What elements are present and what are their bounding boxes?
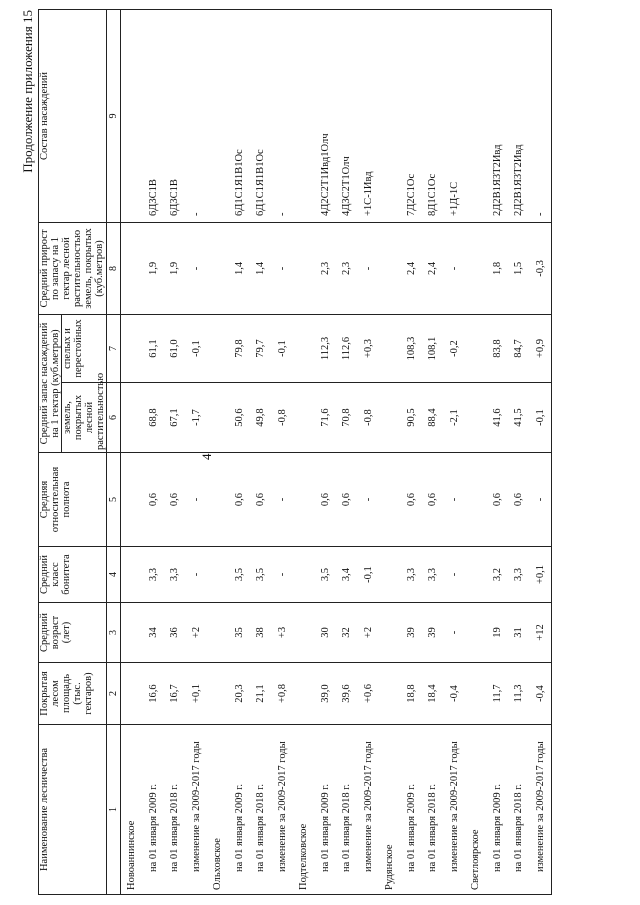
row-label: на 01 января 2018 г. bbox=[508, 725, 530, 895]
empty-cell bbox=[207, 222, 229, 314]
table-row bbox=[186, 9, 208, 894]
bonitet-cell: - bbox=[444, 547, 466, 603]
composition-cell: - bbox=[530, 9, 552, 222]
column-number: 7 bbox=[107, 314, 121, 382]
empty-cell bbox=[121, 222, 143, 314]
stock-ripe-cell: 108,1 bbox=[422, 314, 444, 382]
forestry-name: Подтелковское bbox=[293, 725, 315, 895]
area-cell: 39,0 bbox=[315, 663, 337, 725]
empty-cell bbox=[207, 547, 229, 603]
composition-cell: 8Д1С1Ос bbox=[422, 9, 444, 222]
stock-ripe-cell: 61,1 bbox=[143, 314, 165, 382]
stock-ripe-cell: 112,3 bbox=[315, 314, 337, 382]
stock-ripe-cell: 61,0 bbox=[164, 314, 186, 382]
area-cell: +0,1 bbox=[186, 663, 208, 725]
stock-ripe-cell: +0,3 bbox=[358, 314, 380, 382]
table-body bbox=[121, 9, 552, 894]
bonitet-cell: 3,5 bbox=[250, 547, 272, 603]
header-area: Покрытая лесом площадь (тыс. гектаров) bbox=[39, 663, 107, 725]
stock-forest-cell: -2,1 bbox=[444, 383, 466, 453]
header-bonitet: Средний класс бонитета bbox=[39, 547, 107, 603]
stock-forest-cell: -0,8 bbox=[358, 383, 380, 453]
stock-ripe-cell: 108,3 bbox=[401, 314, 423, 382]
row-label: на 01 января 2018 г. bbox=[422, 725, 444, 895]
age-cell: 35 bbox=[229, 603, 251, 663]
empty-cell bbox=[465, 222, 487, 314]
density-cell: 0,6 bbox=[229, 453, 251, 547]
age-cell: 39 bbox=[401, 603, 423, 663]
empty-cell bbox=[121, 314, 143, 382]
stock-forest-cell: 49,8 bbox=[250, 383, 272, 453]
area-cell: +0,8 bbox=[272, 663, 294, 725]
composition-cell: 7Д2С1Ос bbox=[401, 9, 423, 222]
stock-forest-cell: -0,8 bbox=[272, 383, 294, 453]
bonitet-cell: - bbox=[186, 547, 208, 603]
row-label: на 01 января 2009 г. bbox=[487, 725, 509, 895]
area-cell: 20,3 bbox=[229, 663, 251, 725]
empty-cell bbox=[207, 663, 229, 725]
column-number: 6 bbox=[107, 383, 121, 453]
empty-cell bbox=[379, 663, 401, 725]
empty-cell bbox=[465, 453, 487, 547]
group-row bbox=[379, 9, 401, 894]
empty-cell bbox=[293, 603, 315, 663]
area-cell: 21,1 bbox=[250, 663, 272, 725]
age-cell: 30 bbox=[315, 603, 337, 663]
growth-cell: -0,3 bbox=[530, 222, 552, 314]
stock-ripe-cell: +0,9 bbox=[530, 314, 552, 382]
stock-forest-cell: 41,5 bbox=[508, 383, 530, 453]
composition-cell: 4Д2С2Т1Ивд1Олч bbox=[315, 9, 337, 222]
empty-cell bbox=[293, 222, 315, 314]
table-row bbox=[336, 9, 358, 894]
header-stock-ripe: спелых и перестойных bbox=[62, 314, 107, 382]
stock-ripe-cell: 79,8 bbox=[229, 314, 251, 382]
stock-forest-cell: 68,8 bbox=[143, 383, 165, 453]
age-cell: 19 bbox=[487, 603, 509, 663]
row-label: на 01 января 2018 г. bbox=[250, 725, 272, 895]
row-label: на 01 января 2009 г. bbox=[401, 725, 423, 895]
forestry-table bbox=[38, 9, 552, 895]
empty-cell bbox=[293, 663, 315, 725]
composition-cell: 6Д1С1Я1В1Ос bbox=[250, 9, 272, 222]
column-number: 2 bbox=[107, 663, 121, 725]
stock-ripe-cell: 79,7 bbox=[250, 314, 272, 382]
composition-cell: 6Д3С1В bbox=[143, 9, 165, 222]
empty-cell bbox=[207, 453, 229, 547]
stock-ripe-cell: -0,1 bbox=[272, 314, 294, 382]
forestry-name: Ольховское bbox=[207, 725, 229, 895]
bonitet-cell: 3,3 bbox=[508, 547, 530, 603]
growth-cell: 2,4 bbox=[422, 222, 444, 314]
row-label: изменение за 2009-2017 годы bbox=[186, 725, 208, 895]
composition-cell: 6Д3С1В bbox=[164, 9, 186, 222]
growth-cell: 1,9 bbox=[164, 222, 186, 314]
empty-cell bbox=[293, 383, 315, 453]
density-cell: 0,6 bbox=[250, 453, 272, 547]
growth-cell: 1,5 bbox=[508, 222, 530, 314]
group-row bbox=[465, 9, 487, 894]
column-number: 4 bbox=[107, 547, 121, 603]
bonitet-cell: 3,2 bbox=[487, 547, 509, 603]
row-label: изменение за 2009-2017 годы bbox=[358, 725, 380, 895]
row-label: на 01 января 2009 г. bbox=[143, 725, 165, 895]
growth-cell: - bbox=[358, 222, 380, 314]
bonitet-cell: 3,3 bbox=[164, 547, 186, 603]
stock-forest-cell: -1,7 bbox=[186, 383, 208, 453]
composition-cell: 2Д2В1Я3Т2Ивд bbox=[487, 9, 509, 222]
table-row bbox=[315, 9, 337, 894]
stock-forest-cell: 71,6 bbox=[315, 383, 337, 453]
density-cell: - bbox=[272, 453, 294, 547]
area-cell: 16,7 bbox=[164, 663, 186, 725]
column-number: 1 bbox=[107, 725, 121, 895]
age-cell: +12 bbox=[530, 603, 552, 663]
table-row bbox=[250, 9, 272, 894]
empty-cell bbox=[121, 547, 143, 603]
density-cell: - bbox=[186, 453, 208, 547]
empty-cell bbox=[465, 9, 487, 222]
row-label: на 01 января 2018 г. bbox=[336, 725, 358, 895]
table-row bbox=[487, 9, 509, 894]
group-row bbox=[121, 9, 143, 894]
header-name: Наименование лесничества bbox=[39, 725, 107, 895]
stock-forest-cell: 90,5 bbox=[401, 383, 423, 453]
density-cell: 0,6 bbox=[401, 453, 423, 547]
composition-cell: - bbox=[272, 9, 294, 222]
stock-forest-cell: -0,1 bbox=[530, 383, 552, 453]
row-label: изменение за 2009-2017 годы bbox=[444, 725, 466, 895]
row-label: на 01 января 2018 г. bbox=[164, 725, 186, 895]
age-cell: +2 bbox=[358, 603, 380, 663]
stock-ripe-cell: 84,7 bbox=[508, 314, 530, 382]
empty-cell bbox=[379, 314, 401, 382]
age-cell: 39 bbox=[422, 603, 444, 663]
area-cell: -0,4 bbox=[444, 663, 466, 725]
column-number: 9 bbox=[107, 9, 121, 222]
empty-cell bbox=[379, 222, 401, 314]
area-cell: 18,4 bbox=[422, 663, 444, 725]
age-cell: 38 bbox=[250, 603, 272, 663]
column-number: 3 bbox=[107, 603, 121, 663]
composition-cell: 6Д1С1Я1В1Ос bbox=[229, 9, 251, 222]
composition-cell: 2Д2В1Я3Т2Ивд bbox=[508, 9, 530, 222]
empty-cell bbox=[465, 314, 487, 382]
empty-cell bbox=[293, 547, 315, 603]
area-cell: 18,8 bbox=[401, 663, 423, 725]
density-cell: 0,6 bbox=[164, 453, 186, 547]
table-row bbox=[530, 9, 552, 894]
stock-forest-cell: 70,8 bbox=[336, 383, 358, 453]
growth-cell: 2,3 bbox=[336, 222, 358, 314]
row-label: изменение за 2009-2017 годы bbox=[272, 725, 294, 895]
growth-cell: 1,4 bbox=[229, 222, 251, 314]
growth-cell: 2,3 bbox=[315, 222, 337, 314]
growth-cell: - bbox=[272, 222, 294, 314]
area-cell: 11,3 bbox=[508, 663, 530, 725]
row-label: на 01 января 2009 г. bbox=[315, 725, 337, 895]
density-cell: - bbox=[444, 453, 466, 547]
stock-ripe-cell: 112,6 bbox=[336, 314, 358, 382]
composition-cell: +1С-1Ивд bbox=[358, 9, 380, 222]
column-number: 8 bbox=[107, 222, 121, 314]
area-cell: -0,4 bbox=[530, 663, 552, 725]
empty-cell bbox=[379, 603, 401, 663]
appendix-caption: Продолжение приложения 15 bbox=[20, 10, 35, 173]
header-stock-forest: земель, покрытых лесной растительностью bbox=[62, 383, 107, 453]
bonitet-cell: 3,3 bbox=[143, 547, 165, 603]
group-row bbox=[293, 9, 315, 894]
composition-cell: +1Д-1С bbox=[444, 9, 466, 222]
empty-cell bbox=[207, 603, 229, 663]
empty-cell bbox=[465, 547, 487, 603]
empty-cell bbox=[121, 9, 143, 222]
stock-ripe-cell: -0,2 bbox=[444, 314, 466, 382]
header-growth: Средний прирост по запасу на 1 гектар лесной растительностью земель, покрытых (куб.метров) bbox=[39, 222, 107, 314]
empty-cell bbox=[121, 383, 143, 453]
table-row bbox=[164, 9, 186, 894]
density-cell: - bbox=[530, 453, 552, 547]
table-row bbox=[444, 9, 466, 894]
stock-forest-cell: 41,6 bbox=[487, 383, 509, 453]
density-cell: 0,6 bbox=[508, 453, 530, 547]
age-cell: 32 bbox=[336, 603, 358, 663]
header-stock: Средний запас насаждений на 1 гектар (куб.метров) bbox=[39, 314, 62, 452]
stock-forest-cell: 67,1 bbox=[164, 383, 186, 453]
empty-cell bbox=[121, 663, 143, 725]
empty-cell bbox=[465, 663, 487, 725]
bonitet-cell: 3,3 bbox=[422, 547, 444, 603]
bonitet-cell: -0,1 bbox=[358, 547, 380, 603]
stock-forest-cell: 50,6 bbox=[229, 383, 251, 453]
bonitet-cell: 3,3 bbox=[401, 547, 423, 603]
empty-cell bbox=[207, 314, 229, 382]
growth-cell: 2,4 bbox=[401, 222, 423, 314]
empty-cell bbox=[379, 453, 401, 547]
forestry-name: Рудянское bbox=[379, 725, 401, 895]
empty-cell bbox=[465, 383, 487, 453]
header-age: Средний возраст (лет) bbox=[39, 603, 107, 663]
composition-cell: 4Д3С2Т1Олч bbox=[336, 9, 358, 222]
empty-cell bbox=[379, 383, 401, 453]
header-composition: Состав насаждений bbox=[39, 9, 107, 222]
table-row bbox=[358, 9, 380, 894]
empty-cell bbox=[207, 383, 229, 453]
age-cell: 31 bbox=[508, 603, 530, 663]
age-cell: 36 bbox=[164, 603, 186, 663]
bonitet-cell: 3,5 bbox=[315, 547, 337, 603]
table-row bbox=[508, 9, 530, 894]
area-cell: 39,6 bbox=[336, 663, 358, 725]
age-cell: +3 bbox=[272, 603, 294, 663]
area-cell: 11,7 bbox=[487, 663, 509, 725]
forestry-name: Новоаннинское bbox=[121, 725, 143, 895]
empty-cell bbox=[121, 453, 143, 547]
empty-cell bbox=[293, 314, 315, 382]
density-cell: 0,6 bbox=[487, 453, 509, 547]
table-row bbox=[422, 9, 444, 894]
forestry-name: Светлоярское bbox=[465, 725, 487, 895]
age-cell: 34 bbox=[143, 603, 165, 663]
column-number: 5 bbox=[107, 453, 121, 547]
density-cell: 0,6 bbox=[422, 453, 444, 547]
table-row bbox=[401, 9, 423, 894]
empty-cell bbox=[293, 453, 315, 547]
growth-cell: - bbox=[186, 222, 208, 314]
density-cell: - bbox=[358, 453, 380, 547]
bonitet-cell: 3,5 bbox=[229, 547, 251, 603]
empty-cell bbox=[465, 603, 487, 663]
stock-ripe-cell: -0,1 bbox=[186, 314, 208, 382]
group-row bbox=[207, 9, 229, 894]
composition-cell: - bbox=[186, 9, 208, 222]
growth-cell: - bbox=[444, 222, 466, 314]
bonitet-cell: 3,4 bbox=[336, 547, 358, 603]
area-cell: 16,6 bbox=[143, 663, 165, 725]
density-cell: 0,6 bbox=[336, 453, 358, 547]
table-row bbox=[229, 9, 251, 894]
stock-forest-cell: 88,4 bbox=[422, 383, 444, 453]
age-cell: - bbox=[444, 603, 466, 663]
empty-cell bbox=[293, 9, 315, 222]
table-row bbox=[272, 9, 294, 894]
table-row bbox=[143, 9, 165, 894]
stock-ripe-cell: 83,8 bbox=[487, 314, 509, 382]
row-label: изменение за 2009-2017 годы bbox=[530, 725, 552, 895]
header-density: Средняя относительная полнота bbox=[39, 453, 107, 547]
area-cell: +0,6 bbox=[358, 663, 380, 725]
empty-cell bbox=[207, 9, 229, 222]
growth-cell: 1,9 bbox=[143, 222, 165, 314]
empty-cell bbox=[379, 9, 401, 222]
bonitet-cell: +0,1 bbox=[530, 547, 552, 603]
growth-cell: 1,4 bbox=[250, 222, 272, 314]
row-label: на 01 января 2009 г. bbox=[229, 725, 251, 895]
age-cell: +2 bbox=[186, 603, 208, 663]
density-cell: 0,6 bbox=[143, 453, 165, 547]
empty-cell bbox=[121, 603, 143, 663]
empty-cell bbox=[379, 547, 401, 603]
page-number: 4 bbox=[199, 453, 214, 460]
density-cell: 0,6 bbox=[315, 453, 337, 547]
bonitet-cell: - bbox=[272, 547, 294, 603]
growth-cell: 1,8 bbox=[487, 222, 509, 314]
